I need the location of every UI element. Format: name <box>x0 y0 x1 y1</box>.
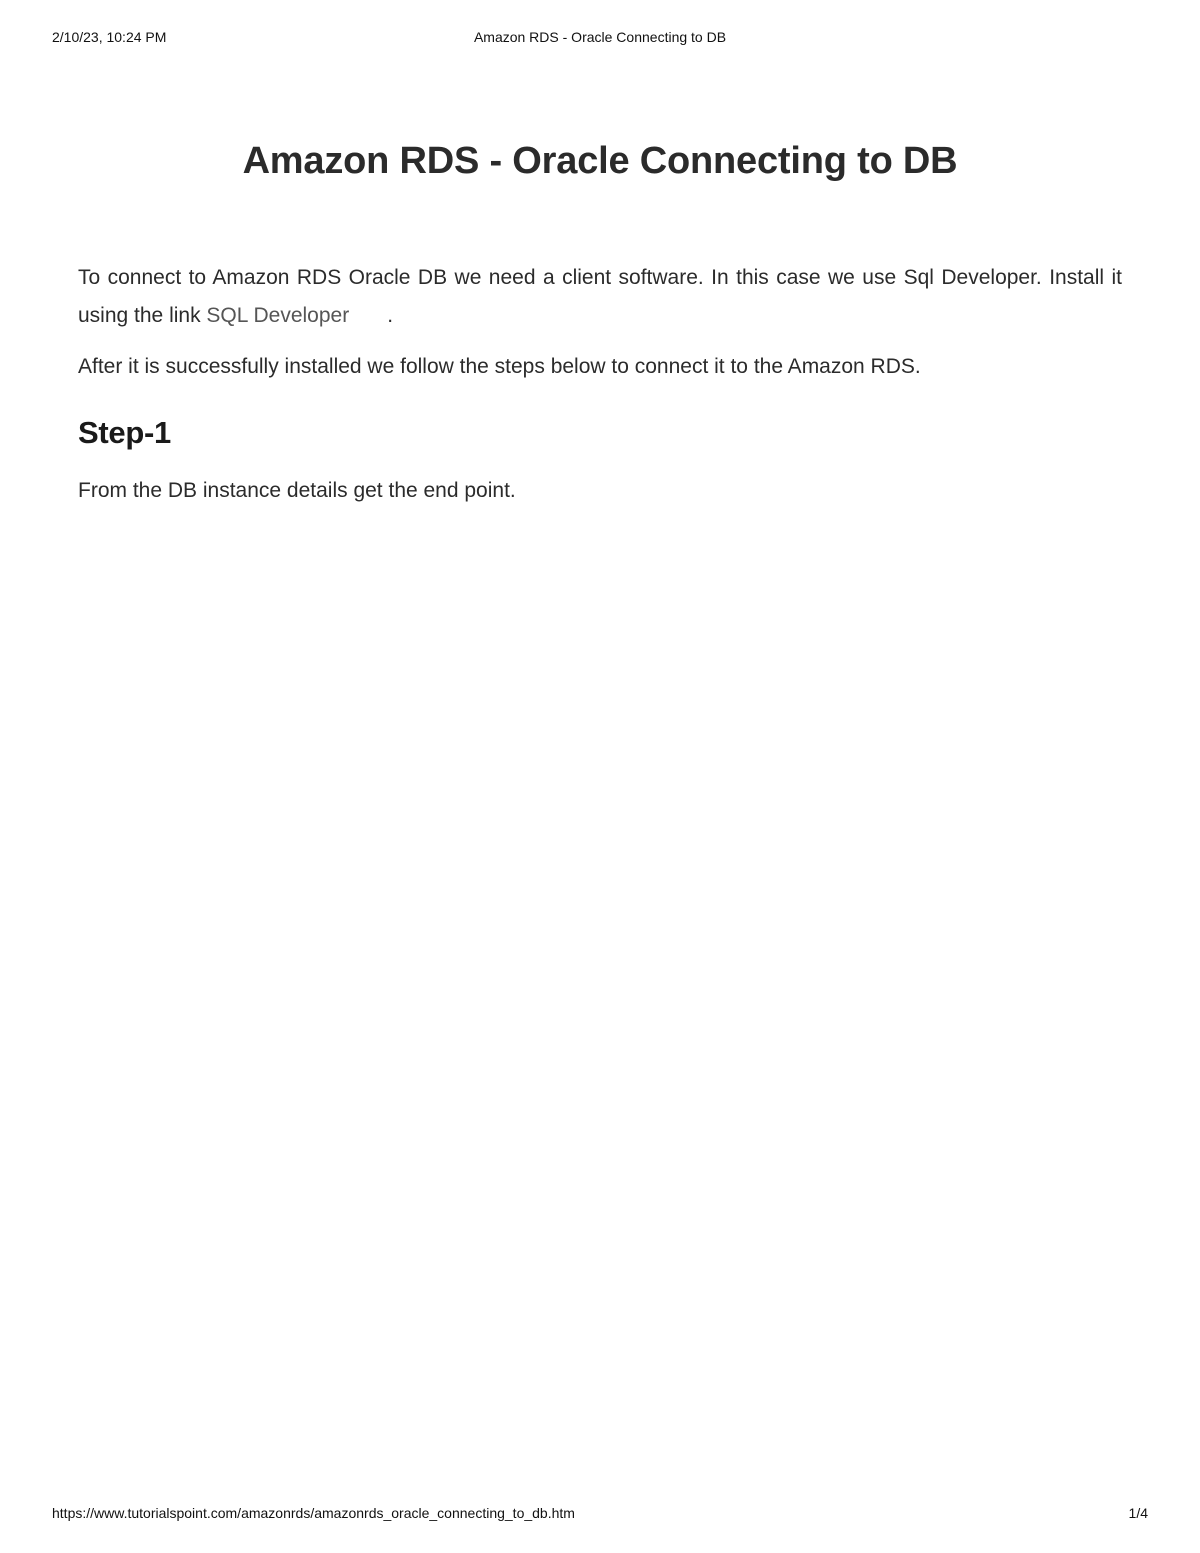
page-url: https://www.tutorialspoint.com/amazonrds/amazonrds_oracle_connecting_to_db.htm <box>52 1505 575 1521</box>
intro-period: . <box>387 304 394 327</box>
step-description: From the DB instance details get the end point. <box>78 479 516 502</box>
print-header <box>52 29 1148 49</box>
print-date: 2/10/23, 10:24 PM <box>52 29 167 45</box>
intro-text: To connect to Amazon RDS Oracle DB we need a client software. In this case we use Sql Developer. Install it using the link <box>78 266 1122 327</box>
step-heading: Step-1 <box>78 415 171 450</box>
intro-paragraph <box>78 259 1122 335</box>
page-number: 1/4 <box>1128 1505 1148 1521</box>
print-footer <box>52 1505 1148 1525</box>
print-document-title: Amazon RDS - Oracle Connecting to DB <box>473 29 727 45</box>
article-content <box>78 130 1122 510</box>
sql-developer-link[interactable]: SQL Developer <box>206 304 350 327</box>
install-paragraph: After it is successfully installed we follow the steps below to connect it to the Amazon RDS. <box>78 355 921 378</box>
page-title: Amazon RDS - Oracle Connecting to DB <box>242 140 958 182</box>
